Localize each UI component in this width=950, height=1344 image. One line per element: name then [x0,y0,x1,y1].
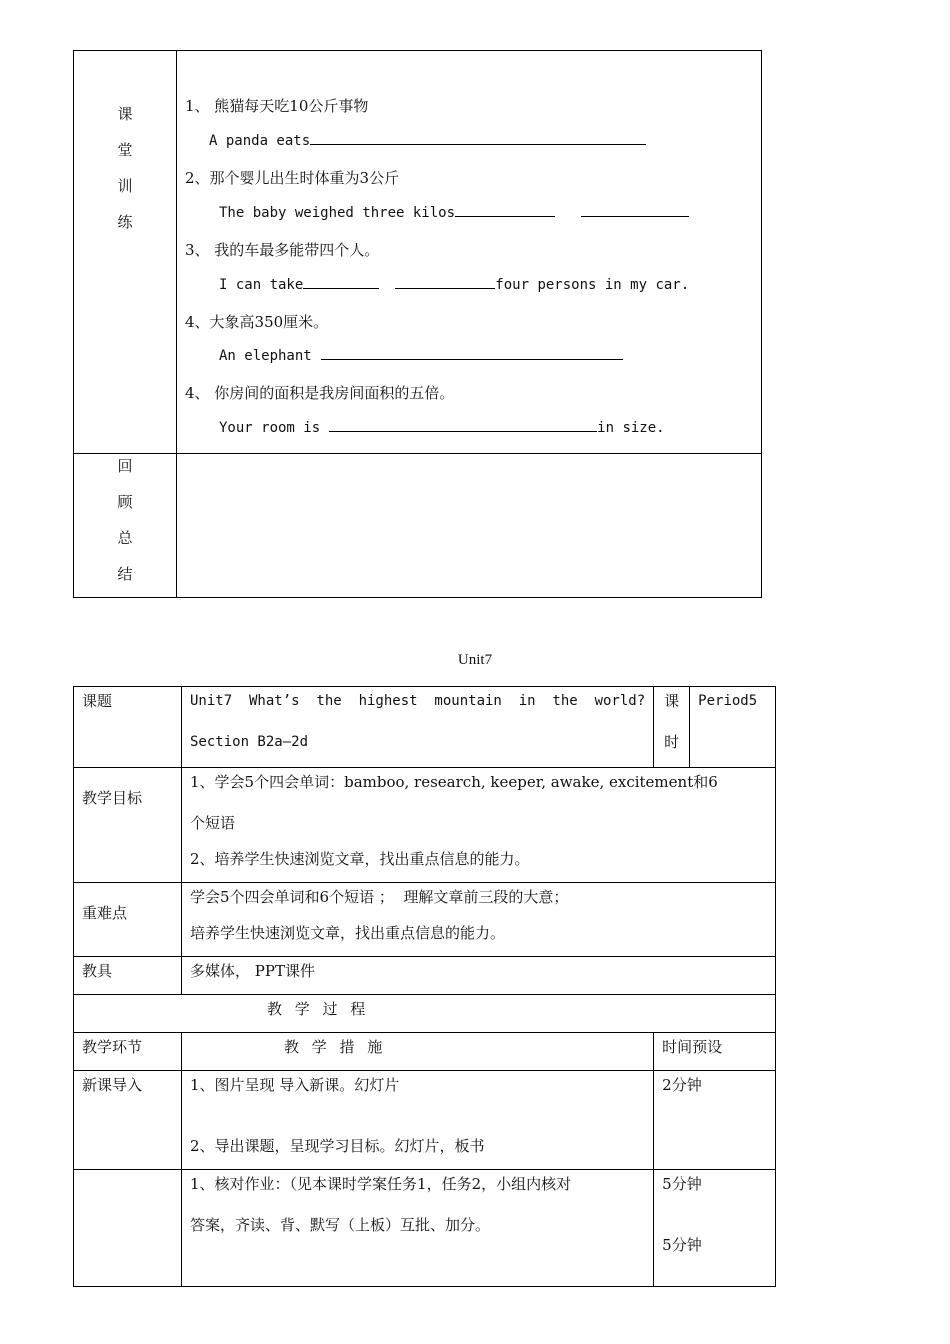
topic-label: 课题 [74,687,182,768]
side-char: 总 [117,529,133,547]
topic-title: Unit7 What’s the highest mountain in the world? [190,693,646,709]
exercise-5-english [219,420,665,436]
key-points-line-1: 学会5个四会单词和6个短语 ； 理解文章前三段的大意； [190,888,569,906]
intro-row [74,1071,776,1170]
col-header-measures [182,1033,654,1071]
tools-row [74,957,776,995]
exercise-4-english [219,348,623,364]
side-char: 训 [117,177,133,195]
training-side-label [74,103,176,247]
process-header-row [74,995,776,1033]
topic-section: Section B2a—2d [190,734,309,750]
tools-label: 教具 [74,957,182,995]
exercise-4-prefix: An elephant [219,348,312,364]
answer-blank[interactable] [310,143,646,145]
answer-blank[interactable] [455,215,555,217]
period-label-bottom: 时 [664,733,680,751]
intro-time: 2分钟 [654,1071,776,1170]
answer-blank[interactable] [329,430,597,432]
tools-value: 多媒体， PPT课件 [182,957,776,995]
key-points-row [74,883,776,957]
answer-blank[interactable] [321,358,623,360]
topic-cell [182,687,654,768]
column-header-row [74,1033,776,1071]
side-char: 练 [117,213,133,231]
process-header [74,995,776,1033]
unit-caption: Unit7 [457,652,493,668]
intro-line-1: 1、图片呈现 导入新课。幻灯片 [190,1076,400,1094]
review-content-area[interactable] [177,454,761,597]
check-line-1: 1、核对作业：（见本课时学案任务1，任务2，小组内核对 [190,1175,572,1193]
check-label [74,1170,182,1287]
exercise-3-chinese: 3、 我的车最多能带四个人。 [185,241,380,259]
side-char: 顾 [117,493,133,511]
check-time-cell [654,1170,776,1287]
exercise-1-prefix: A panda eats [209,133,311,149]
period-label-top: 课 [664,692,680,710]
answer-blank[interactable] [395,287,495,289]
side-char: 结 [117,565,133,583]
check-time-2: 5分钟 [662,1236,702,1254]
side-char: 课 [117,105,133,123]
exercise-1-english [209,133,646,149]
check-line-2: 答案，齐读、背、默写（上板）互批、加分。 [190,1216,491,1234]
col-header-measures-text: 教 学 措 施 [284,1038,387,1056]
topic-row [74,687,776,768]
classroom-training-table [73,50,762,598]
exercise-5-chinese: 4、 你房间的面积是我房间面积的五倍。 [185,384,455,402]
intro-label: 新课导入 [74,1071,182,1170]
goal-cell [182,768,776,883]
answer-blank[interactable] [303,287,379,289]
exercise-5-prefix: Your room is [219,420,321,436]
col-header-stage: 教学环节 [74,1033,182,1071]
goal-line-3: 2、培养学生快速浏览文章，找出重点信息的能力。 [190,850,530,868]
exercise-3-english [219,277,689,293]
exercise-3-prefix: I can take [219,277,304,293]
lesson-plan-table [73,686,776,1287]
exercise-2-english [219,205,689,221]
exercise-5-suffix: in size. [597,420,665,436]
review-side-label [74,455,176,599]
goal-line-1: 1、学会5个四会单词：bamboo, research, keeper, awake, excitement和6 [190,773,718,791]
goal-row [74,768,776,883]
goal-line-2: 个短语 [190,814,236,832]
exercise-4-chinese: 4、大象高350厘米。 [185,313,329,331]
key-points-cell [182,883,776,957]
period-value: Period5 [690,687,776,768]
check-cell [182,1170,654,1287]
period-label-cell [654,687,690,768]
goal-label: 教学目标 [74,768,182,883]
check-row [74,1170,776,1287]
check-time-1: 5分钟 [662,1175,702,1193]
col-header-time: 时间预设 [654,1033,776,1071]
answer-blank[interactable] [581,215,689,217]
exercise-2-prefix: The baby weighed three kilos [219,205,456,221]
process-header-text: 教 学 过 程 [267,1000,370,1018]
side-char: 回 [117,457,133,475]
key-points-line-2: 培养学生快速浏览文章，找出重点信息的能力。 [190,924,506,942]
exercise-3-suffix: four persons in my car. [495,277,690,293]
intro-line-2: 2、导出课题，呈现学习目标。幻灯片，板书 [190,1137,485,1155]
exercise-2-chinese: 2、那个婴儿出生时体重为3公斤 [185,169,400,187]
key-points-label: 重难点 [74,883,182,957]
intro-cell [182,1071,654,1170]
side-char: 堂 [117,141,133,159]
exercise-1-chinese: 1、 熊猫每天吃10公斤事物 [185,97,369,115]
